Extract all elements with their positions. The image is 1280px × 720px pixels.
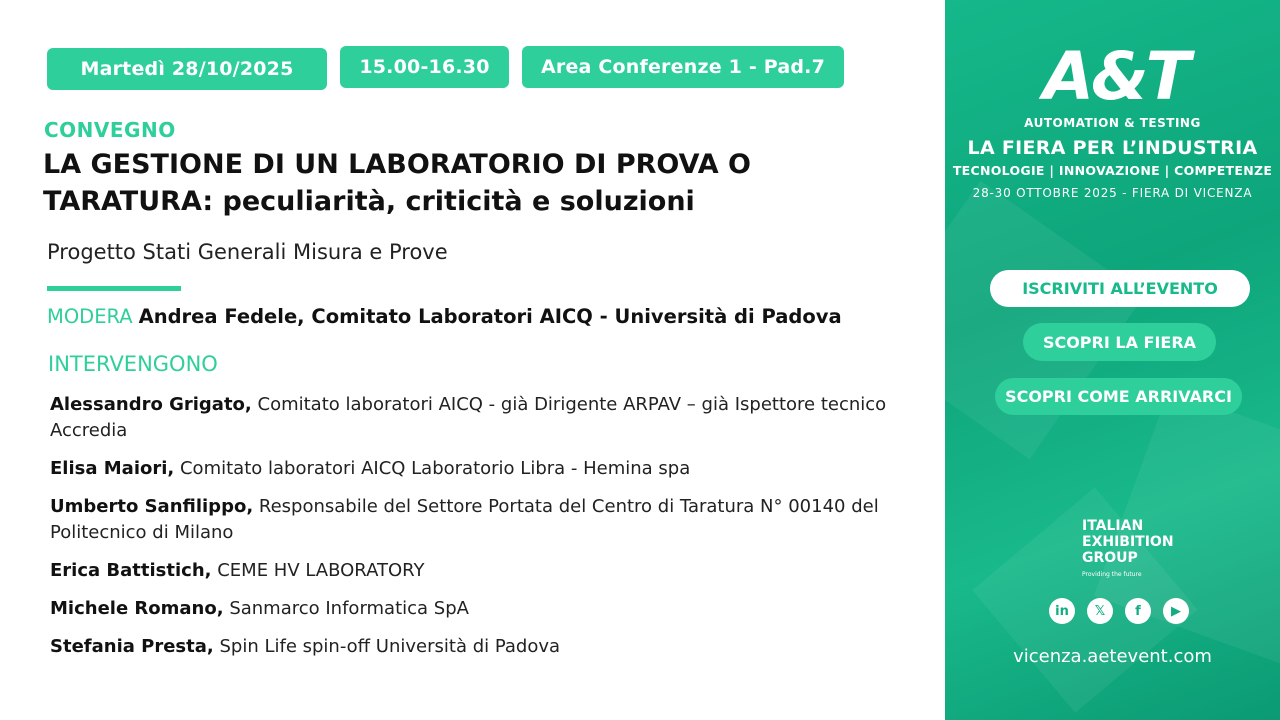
speakers-heading: INTERVENGONO <box>48 352 218 376</box>
speaker-name: Alessandro Grigato, <box>50 394 252 415</box>
speaker-role: Spin Life spin-off Università di Padova <box>219 636 561 657</box>
ieg-line: EXHIBITION <box>1082 534 1174 550</box>
speaker-role: Comitato laboratori AICQ - già Dirigente ARPAV – già Ispettore tecnico Accredia <box>50 394 887 441</box>
speaker-name: Michele Romano, <box>50 598 224 619</box>
speaker-name: Umberto Sanfilippo, <box>50 496 254 517</box>
session-type: CONVEGNO <box>44 118 176 142</box>
speaker-name: Stefania Presta, <box>50 636 214 657</box>
speaker-item <box>50 634 910 660</box>
website-link[interactable]: vicenza.aetevent.com <box>1013 646 1212 667</box>
moderator-label: MODERA <box>47 305 133 328</box>
speaker-name: Elisa Maiori, <box>50 458 175 479</box>
speaker-item <box>50 596 910 622</box>
speaker-name: Erica Battistich, <box>50 560 212 581</box>
background-facet <box>945 181 1144 460</box>
speaker-item <box>50 494 910 546</box>
fair-pillars: TECNOLOGIE | INNOVAZIONE | COMPETENZE <box>952 163 1273 178</box>
directions-button[interactable]: SCOPRI COME ARRIVARCI <box>995 378 1242 415</box>
speakers-list <box>50 392 910 672</box>
fair-dates: 28-30 OTTOBRE 2025 - FIERA DI VICENZA <box>972 186 1253 200</box>
speaker-role: Responsabile del Settore Portata del Centro di Taratura N° 00140 del Politecnico di Milano <box>50 496 879 543</box>
ate-logo: A&T <box>1043 38 1188 115</box>
moderator-line <box>47 305 842 328</box>
speaker-item <box>50 558 910 584</box>
speaker-role: CEME HV LABORATORY <box>217 560 425 581</box>
moderator-name: Andrea Fedele, Comitato Laboratori AICQ - Università di Padova <box>138 305 842 328</box>
session-title: LA GESTIONE DI UN LABORATORIO DI PROVA O TARATURA: peculiarità, criticità e soluzioni <box>43 149 751 217</box>
fair-title: LA FIERA PER L’INDUSTRIA <box>967 137 1258 159</box>
speaker-item <box>50 456 910 482</box>
session-subtitle: Progetto Stati Generali Misura e Prove <box>47 240 448 264</box>
social-links <box>1049 598 1189 624</box>
divider <box>47 286 181 291</box>
brand-tagline: AUTOMATION & TESTING <box>1024 116 1201 130</box>
discover-fair-button[interactable]: SCOPRI LA FIERA <box>1023 323 1216 361</box>
fair-sidebar <box>945 0 1280 720</box>
ieg-logo <box>1082 518 1174 583</box>
facebook-icon[interactable]: f <box>1125 598 1151 624</box>
date-badge: Martedì 28/10/2025 <box>47 48 327 90</box>
linkedin-icon[interactable]: in <box>1049 598 1075 624</box>
x-icon[interactable]: 𝕏 <box>1087 598 1113 624</box>
speaker-role: Comitato laboratori AICQ Laboratorio Libra - Hemina spa <box>179 458 691 479</box>
speaker-item <box>50 392 910 444</box>
ieg-line: GROUP <box>1082 550 1138 566</box>
time-badge: 15.00-16.30 <box>340 46 509 88</box>
ieg-line: ITALIAN <box>1082 518 1144 534</box>
youtube-icon[interactable]: ▶ <box>1163 598 1189 624</box>
ieg-tagline: Providing the future <box>1082 571 1142 578</box>
location-badge: Area Conferenze 1 - Pad.7 <box>522 46 844 88</box>
speaker-role: Sanmarco Informatica SpA <box>229 598 469 619</box>
register-button[interactable]: ISCRIVITI ALL’EVENTO <box>990 270 1250 307</box>
